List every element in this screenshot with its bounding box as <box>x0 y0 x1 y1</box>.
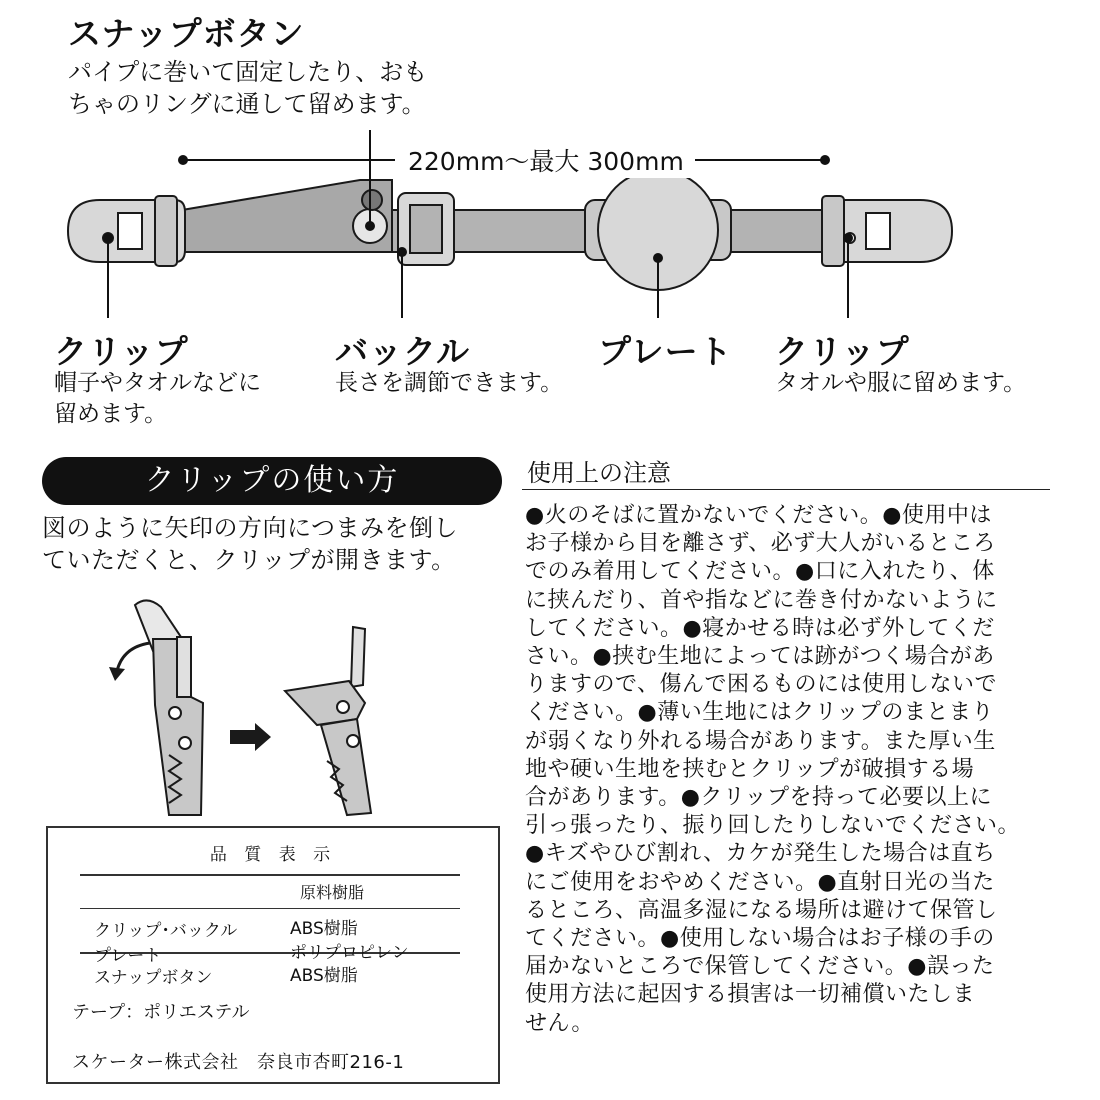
left-clip <box>68 196 185 266</box>
plate-title: プレート <box>598 332 733 371</box>
quality-row-name: スナップボタン <box>94 968 213 988</box>
caution-title: 使用上の注意 <box>527 459 671 487</box>
quality-row-material: ポリプロピレン <box>290 943 409 963</box>
clip-right-description: タオルや服に留めます。 <box>775 370 1027 396</box>
quality-title: 品 質 表 示 <box>209 845 337 865</box>
quality-row-material: ABS樹脂 <box>290 919 358 939</box>
caution-divider <box>522 489 1050 490</box>
right-arrow-icon <box>230 723 271 751</box>
open-clip <box>285 627 371 815</box>
caution-text: ●火のそばに置かないでください。●使用中は お子様から目を離さず、必ず大人がいるところ でのみ着用してください。●口に入れたり、体 に挟んだり、首や指などに巻き付かないように してください。●寝かせる時は必ず外してくだ さい。●挟む生地によっては跡がつく場合があ りますので、傷んで困るものには使用しないで ください。●薄い生地にはクリップのまとまり が弱くなり外れる場合があります。また厚い生 地や硬い生地を挟むとクリップが破損する場 合があります。●クリップを持って必要以上に 引っ張ったり、振り回したりしないでください。 ●キズやひび割れ、カケが発生した場合は直ち にご使用をおやめください。●直射日光の当た るところ、高温多湿になる場所は避けて保管し てください。●使用しない場合はお子様の手の 届かないところで保管してください。●誤った 使用方法に起因する損害は一切補償いたしま せん。 <box>525 503 1021 1036</box>
right-clip <box>822 196 952 266</box>
clip-right-title: クリップ <box>775 332 910 371</box>
quality-row-name: クリップ･バックル <box>94 921 238 941</box>
clip-left-description: 帽子やタオルなどに 留めます。 <box>54 370 261 427</box>
quality-row-material: ABS樹脂 <box>290 966 358 986</box>
buckle-title: バックル <box>335 332 471 371</box>
quality-label <box>46 826 500 1084</box>
howto-text: 図のように矢印の方向につまみを倒し ていただくと、クリップが開きます。 <box>42 514 459 574</box>
clip-left-title: クリップ <box>54 332 189 371</box>
quality-column-header: 原料樹脂 <box>300 883 365 902</box>
howto-header: クリップの使い方 <box>42 457 502 505</box>
quality-tape: テープ：ポリエステル <box>72 1002 250 1023</box>
clip-usage-illustration <box>95 585 395 825</box>
snap-button-description: パイプに巻いて固定したり、おも ちゃのリングに通して留めます。 <box>68 58 428 118</box>
company-info: スケーター株式会社 奈良市杏町216-1 <box>72 1052 405 1073</box>
closed-clip <box>153 637 203 815</box>
buckle-description: 長さを調節できます。 <box>335 370 564 396</box>
measurement-label: 220mm〜最大 300mm <box>400 142 692 178</box>
rotate-arrow-icon <box>117 643 150 671</box>
quality-row-name: プレート <box>94 946 162 966</box>
snap-button-title: スナップボタン <box>68 14 305 53</box>
